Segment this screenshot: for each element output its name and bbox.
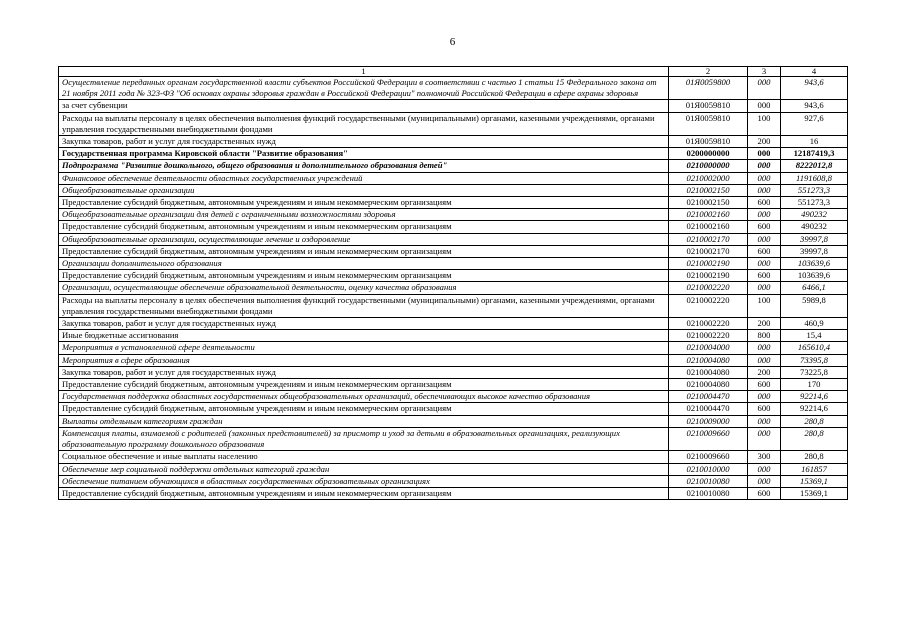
- row-type-cell: 000: [748, 391, 781, 403]
- row-name-cell: Социальное обеспечение и иные выплаты населению: [59, 451, 669, 463]
- row-code-cell: 0210002220: [669, 330, 748, 342]
- table-row: [59, 415, 848, 427]
- row-amount-cell: 927,6: [781, 112, 848, 135]
- row-amount-cell: 490232: [781, 221, 848, 233]
- row-amount-cell: 73395,8: [781, 354, 848, 366]
- row-type-cell: 300: [748, 451, 781, 463]
- row-code-cell: 0210004470: [669, 391, 748, 403]
- row-name-cell: Предоставление субсидий бюджетным, автономным учреждениям и иным некоммерческим организациям: [59, 197, 669, 209]
- table-row: [59, 245, 848, 257]
- header-cell-3: 3: [748, 67, 781, 77]
- row-code-cell: 0210002220: [669, 282, 748, 294]
- row-type-cell: 200: [748, 318, 781, 330]
- row-type-cell: 000: [748, 77, 781, 100]
- table-row: [59, 233, 848, 245]
- table-row: [59, 77, 848, 100]
- row-name-cell: Компенсация платы, взимаемой с родителей (законных представителей) за присмотр и уход за детьми в образовательных организациях, реализующих образовательную программу дошкольного образования: [59, 427, 669, 450]
- row-type-cell: 000: [748, 354, 781, 366]
- row-name-cell: Финансовое обеспечение деятельности областных государственных учреждений: [59, 172, 669, 184]
- row-name-cell: Государственная поддержка областных государственных общеобразовательных организаций, обеспечивающих высокое качество образования: [59, 391, 669, 403]
- table-row: [59, 197, 848, 209]
- row-amount-cell: 5989,8: [781, 294, 848, 317]
- row-type-cell: 600: [748, 197, 781, 209]
- row-code-cell: 0210002190: [669, 270, 748, 282]
- row-name-cell: Мероприятия в установленной сфере деятельности: [59, 342, 669, 354]
- row-code-cell: 0210010080: [669, 475, 748, 487]
- row-name-cell: Выплаты отдельным категориям граждан: [59, 415, 669, 427]
- row-name-cell: Расходы на выплаты персоналу в целях обеспечения выполнения функций государственными (муниципальными) органами, казенными учреждениями, органами управления государственными внебюджетными фондами: [59, 294, 669, 317]
- row-type-cell: 600: [748, 221, 781, 233]
- row-name-cell: Общеобразовательные организации, осуществляющие лечение и оздоровление: [59, 233, 669, 245]
- row-code-cell: 0210009000: [669, 415, 748, 427]
- row-code-cell: 0210002170: [669, 233, 748, 245]
- row-name-cell: Предоставление субсидий бюджетным, автономным учреждениям и иным некоммерческим организациям: [59, 270, 669, 282]
- row-amount-cell: 460,9: [781, 318, 848, 330]
- row-type-cell: 000: [748, 172, 781, 184]
- row-amount-cell: 165610,4: [781, 342, 848, 354]
- table-header-row: [59, 67, 848, 77]
- row-type-cell: 000: [748, 463, 781, 475]
- row-code-cell: 0210002150: [669, 184, 748, 196]
- table-row: [59, 403, 848, 415]
- table-row: [59, 112, 848, 135]
- table-row: [59, 354, 848, 366]
- row-code-cell: 0210004000: [669, 342, 748, 354]
- row-code-cell: 01Я0059810: [669, 136, 748, 148]
- row-amount-cell: 170: [781, 379, 848, 391]
- row-type-cell: 600: [748, 270, 781, 282]
- row-type-cell: 000: [748, 258, 781, 270]
- row-amount-cell: 92214,6: [781, 391, 848, 403]
- row-amount-cell: 16: [781, 136, 848, 148]
- row-name-cell: Подпрограмма "Развитие дошкольного, общего образования и дополнительного образования детей": [59, 160, 669, 172]
- row-code-cell: 0200000000: [669, 148, 748, 160]
- row-code-cell: 0210004080: [669, 366, 748, 378]
- row-type-cell: 200: [748, 136, 781, 148]
- row-name-cell: Государственная программа Кировской области "Развитие образования": [59, 148, 669, 160]
- row-name-cell: Общеобразовательные организации для детей с ограниченными возможностями здоровья: [59, 209, 669, 221]
- table-row: [59, 318, 848, 330]
- row-name-cell: Обеспечение мер социальной поддержки отдельных категорий граждан: [59, 463, 669, 475]
- row-type-cell: 000: [748, 160, 781, 172]
- table-row: [59, 100, 848, 112]
- row-name-cell: Предоставление субсидий бюджетным, автономным учреждениям и иным некоммерческим организациям: [59, 403, 669, 415]
- row-type-cell: 000: [748, 475, 781, 487]
- row-name-cell: за счет субвенции: [59, 100, 669, 112]
- row-amount-cell: 8222012,8: [781, 160, 848, 172]
- row-amount-cell: 15369,1: [781, 487, 848, 499]
- row-code-cell: 01Я0059810: [669, 100, 748, 112]
- row-name-cell: Предоставление субсидий бюджетным, автономным учреждениям и иным некоммерческим организациям: [59, 245, 669, 257]
- row-code-cell: 01Я0059800: [669, 77, 748, 100]
- row-name-cell: Предоставление субсидий бюджетным, автономным учреждениям и иным некоммерческим организациям: [59, 379, 669, 391]
- header-cell-4: 4: [781, 67, 848, 77]
- row-code-cell: 0210010080: [669, 487, 748, 499]
- row-name-cell: Иные бюджетные ассигнования: [59, 330, 669, 342]
- row-code-cell: 0210002160: [669, 221, 748, 233]
- table-row: [59, 427, 848, 450]
- row-amount-cell: 280,8: [781, 415, 848, 427]
- row-amount-cell: 280,8: [781, 427, 848, 450]
- row-amount-cell: 161857: [781, 463, 848, 475]
- table-row: [59, 294, 848, 317]
- row-name-cell: Предоставление субсидий бюджетным, автономным учреждениям и иным некоммерческим организациям: [59, 487, 669, 499]
- budget-table: [58, 66, 848, 500]
- row-amount-cell: 490232: [781, 209, 848, 221]
- row-code-cell: 0210002220: [669, 318, 748, 330]
- row-name-cell: Расходы на выплаты персоналу в целях обеспечения выполнения функций государственными (муниципальными) органами, казенными учреждениями, органами управления государственными внебюджетными фондами: [59, 112, 669, 135]
- row-type-cell: 600: [748, 487, 781, 499]
- page-number: 6: [449, 36, 456, 48]
- row-type-cell: 600: [748, 379, 781, 391]
- row-code-cell: 0210004080: [669, 354, 748, 366]
- row-type-cell: 000: [748, 184, 781, 196]
- row-code-cell: 0210004470: [669, 403, 748, 415]
- row-code-cell: 0210002220: [669, 294, 748, 317]
- row-code-cell: 0210009660: [669, 451, 748, 463]
- table-row: [59, 475, 848, 487]
- row-name-cell: Осуществление переданных органам государственной власти субъектов Российской Федерации в соответствии с частью 1 статьи 15 Федерального закона от 21 ноября 2011 года № 323-ФЗ "Об основах охраны здоровья граждан в Российской Федерации" полномочий Российской Федерации в сфере охраны здоровья: [59, 77, 669, 100]
- row-type-cell: 000: [748, 100, 781, 112]
- row-amount-cell: 12187419,3: [781, 148, 848, 160]
- row-type-cell: 200: [748, 366, 781, 378]
- row-amount-cell: 39997,8: [781, 245, 848, 257]
- row-code-cell: 0210000000: [669, 160, 748, 172]
- row-code-cell: 0210009660: [669, 427, 748, 450]
- row-name-cell: Предоставление субсидий бюджетным, автономным учреждениям и иным некоммерческим организациям: [59, 221, 669, 233]
- row-code-cell: 0210002000: [669, 172, 748, 184]
- row-type-cell: 000: [748, 148, 781, 160]
- row-type-cell: 600: [748, 403, 781, 415]
- table-row: [59, 487, 848, 499]
- row-name-cell: Закупка товаров, работ и услуг для государственных нужд: [59, 318, 669, 330]
- table-row: [59, 184, 848, 196]
- row-amount-cell: 943,6: [781, 77, 848, 100]
- table-row: [59, 451, 848, 463]
- table-row: [59, 148, 848, 160]
- row-code-cell: 0210002160: [669, 209, 748, 221]
- table-row: [59, 136, 848, 148]
- row-name-cell: Обеспечение питанием обучающихся в областных государственных образовательных организациях: [59, 475, 669, 487]
- row-type-cell: 000: [748, 427, 781, 450]
- row-amount-cell: 280,8: [781, 451, 848, 463]
- row-amount-cell: 551273,3: [781, 197, 848, 209]
- header-cell-2: 2: [669, 67, 748, 77]
- row-type-cell: 800: [748, 330, 781, 342]
- row-name-cell: Организации, осуществляющие обеспечение образовательной деятельности, оценку качества образования: [59, 282, 669, 294]
- table-row: [59, 330, 848, 342]
- header-cell-1: 1: [59, 67, 669, 77]
- row-name-cell: Закупка товаров, работ и услуг для государственных нужд: [59, 136, 669, 148]
- table-row: [59, 282, 848, 294]
- row-amount-cell: 551273,3: [781, 184, 848, 196]
- row-code-cell: 0210004080: [669, 379, 748, 391]
- table-row: [59, 463, 848, 475]
- table-row: [59, 366, 848, 378]
- row-name-cell: Мероприятия в сфере образования: [59, 354, 669, 366]
- row-amount-cell: 73225,8: [781, 366, 848, 378]
- row-type-cell: 600: [748, 245, 781, 257]
- row-code-cell: 0210002190: [669, 258, 748, 270]
- row-amount-cell: 943,6: [781, 100, 848, 112]
- row-type-cell: 000: [748, 209, 781, 221]
- row-name-cell: Общеобразовательные организации: [59, 184, 669, 196]
- row-type-cell: 100: [748, 112, 781, 135]
- row-type-cell: 100: [748, 294, 781, 317]
- table-row: [59, 379, 848, 391]
- table-row: [59, 221, 848, 233]
- row-amount-cell: 103639,6: [781, 270, 848, 282]
- row-code-cell: 0210002150: [669, 197, 748, 209]
- row-amount-cell: 15,4: [781, 330, 848, 342]
- row-name-cell: Закупка товаров, работ и услуг для государственных нужд: [59, 366, 669, 378]
- row-code-cell: 0210010000: [669, 463, 748, 475]
- row-amount-cell: 6466,1: [781, 282, 848, 294]
- row-type-cell: 000: [748, 342, 781, 354]
- row-code-cell: 0210002170: [669, 245, 748, 257]
- table-row: [59, 172, 848, 184]
- row-amount-cell: 92214,6: [781, 403, 848, 415]
- table-row: [59, 160, 848, 172]
- row-name-cell: Организации дополнительного образования: [59, 258, 669, 270]
- row-amount-cell: 15369,1: [781, 475, 848, 487]
- row-type-cell: 000: [748, 282, 781, 294]
- table-row: [59, 342, 848, 354]
- table-row: [59, 270, 848, 282]
- table-row: [59, 258, 848, 270]
- row-amount-cell: 39997,8: [781, 233, 848, 245]
- row-type-cell: 000: [748, 233, 781, 245]
- row-amount-cell: 1191608,8: [781, 172, 848, 184]
- table-row: [59, 209, 848, 221]
- table-row: [59, 391, 848, 403]
- row-code-cell: 01Я0059810: [669, 112, 748, 135]
- row-type-cell: 000: [748, 415, 781, 427]
- row-amount-cell: 103639,6: [781, 258, 848, 270]
